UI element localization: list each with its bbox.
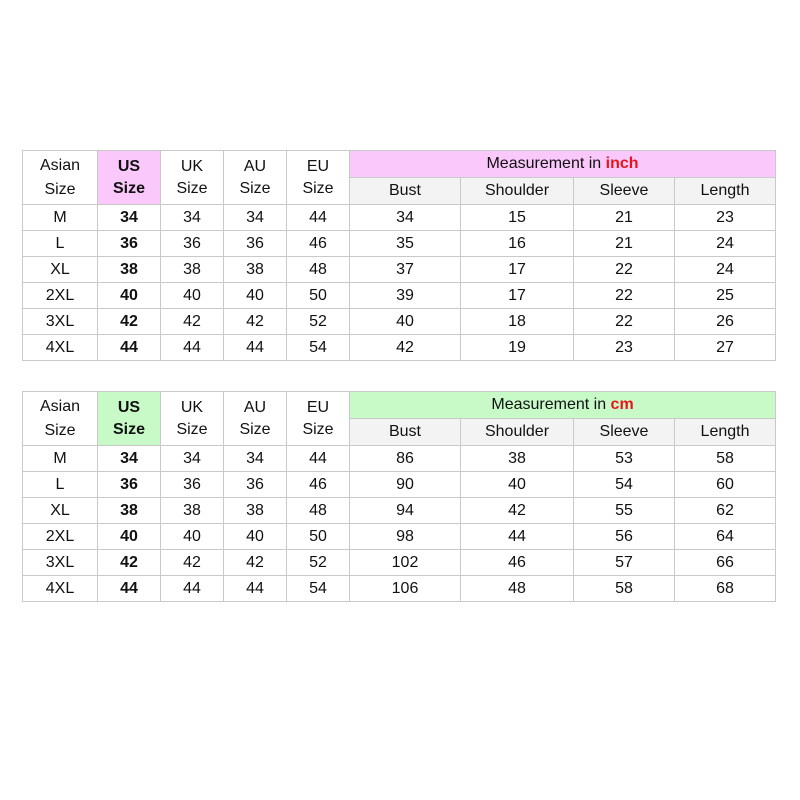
uk-size-cell: 36 [161, 472, 224, 498]
length-cell: 58 [675, 446, 776, 472]
us-size-cell: 42 [98, 309, 161, 335]
au-size-cell: 38 [224, 498, 287, 524]
header-line: Size [302, 179, 334, 197]
eu-size-cell: 48 [287, 498, 350, 524]
header-line: EU [306, 157, 330, 175]
asian-size-header [23, 392, 98, 446]
eu-size-cell: 44 [287, 446, 350, 472]
asian-size-cell: XL [23, 498, 98, 524]
us-size-header [98, 151, 161, 205]
bust-cell: 42 [350, 335, 461, 361]
uk-size-cell: 40 [161, 524, 224, 550]
uk-size-cell: 34 [161, 446, 224, 472]
eu-size-cell: 44 [287, 205, 350, 231]
table-row [23, 498, 776, 524]
asian-size-cell: 2XL [23, 524, 98, 550]
measurement-prefix: Measurement in [491, 396, 611, 413]
us-size-cell: 34 [98, 205, 161, 231]
table-row [23, 309, 776, 335]
asian-size-cell: 3XL [23, 309, 98, 335]
table-row [23, 231, 776, 257]
table-row [23, 257, 776, 283]
bust-cell: 34 [350, 205, 461, 231]
au-size-cell: 34 [224, 446, 287, 472]
asian-size-cell: 4XL [23, 335, 98, 361]
au-size-cell: 38 [224, 257, 287, 283]
us-size-header [98, 392, 161, 446]
length-cell: 26 [675, 309, 776, 335]
asian-size-cell: M [23, 205, 98, 231]
length-cell: 24 [675, 257, 776, 283]
sleeve-header: Sleeve [574, 178, 675, 205]
us-size-cell: 34 [98, 446, 161, 472]
sleeve-cell: 23 [574, 335, 675, 361]
bust-cell: 39 [350, 283, 461, 309]
eu-size-cell: 50 [287, 524, 350, 550]
au-size-cell: 40 [224, 524, 287, 550]
eu-size-header [287, 392, 350, 446]
sleeve-cell: 21 [574, 231, 675, 257]
header-line: AU [243, 157, 267, 175]
au-size-cell: 44 [224, 335, 287, 361]
sleeve-cell: 55 [574, 498, 675, 524]
size-table-inch [22, 150, 776, 361]
eu-size-cell: 52 [287, 309, 350, 335]
length-cell: 60 [675, 472, 776, 498]
us-size-cell: 38 [98, 498, 161, 524]
bust-cell: 40 [350, 309, 461, 335]
length-cell: 25 [675, 283, 776, 309]
eu-size-cell: 54 [287, 335, 350, 361]
shoulder-cell: 38 [461, 446, 574, 472]
measurement-unit: cm [610, 396, 634, 413]
eu-size-cell: 50 [287, 283, 350, 309]
bust-header: Bust [350, 178, 461, 205]
shoulder-cell: 44 [461, 524, 574, 550]
au-size-cell: 44 [224, 576, 287, 602]
length-header: Length [675, 419, 776, 446]
us-size-cell: 36 [98, 472, 161, 498]
header-line: Size [112, 420, 145, 438]
bust-cell: 37 [350, 257, 461, 283]
length-cell: 66 [675, 550, 776, 576]
us-size-cell: 36 [98, 231, 161, 257]
us-size-cell: 44 [98, 576, 161, 602]
bust-cell: 98 [350, 524, 461, 550]
header-row [23, 151, 776, 178]
bust-cell: 90 [350, 472, 461, 498]
asian-size-cell: L [23, 231, 98, 257]
length-cell: 27 [675, 335, 776, 361]
length-cell: 23 [675, 205, 776, 231]
eu-size-cell: 54 [287, 576, 350, 602]
uk-size-cell: 36 [161, 231, 224, 257]
uk-size-cell: 38 [161, 257, 224, 283]
header-line: Size [176, 420, 208, 438]
header-line: Size [239, 420, 271, 438]
shoulder-cell: 18 [461, 309, 574, 335]
size-table-body [23, 392, 776, 602]
header-line: US [117, 157, 141, 175]
header-line: EU [306, 398, 330, 416]
sleeve-cell: 56 [574, 524, 675, 550]
measurement-title [350, 392, 776, 419]
asian-size-header [23, 151, 98, 205]
header-line: Asian [39, 397, 81, 415]
measurement-title [350, 151, 776, 178]
table-row [23, 472, 776, 498]
us-size-cell: 38 [98, 257, 161, 283]
shoulder-cell: 46 [461, 550, 574, 576]
shoulder-cell: 19 [461, 335, 574, 361]
asian-size-cell: L [23, 472, 98, 498]
shoulder-header: Shoulder [461, 178, 574, 205]
sleeve-cell: 54 [574, 472, 675, 498]
header-line: Size [44, 421, 76, 439]
sleeve-cell: 22 [574, 309, 675, 335]
table-row [23, 446, 776, 472]
uk-size-header [161, 151, 224, 205]
header-line: Size [112, 179, 145, 197]
au-size-cell: 36 [224, 472, 287, 498]
sleeve-cell: 58 [574, 576, 675, 602]
length-header: Length [675, 178, 776, 205]
sleeve-header: Sleeve [574, 419, 675, 446]
bust-cell: 106 [350, 576, 461, 602]
header-line: UK [180, 398, 204, 416]
eu-size-cell: 52 [287, 550, 350, 576]
uk-size-cell: 44 [161, 576, 224, 602]
au-size-header [224, 151, 287, 205]
header-line: Size [302, 420, 334, 438]
us-size-cell: 42 [98, 550, 161, 576]
bust-header: Bust [350, 419, 461, 446]
sleeve-cell: 21 [574, 205, 675, 231]
uk-size-cell: 42 [161, 309, 224, 335]
uk-size-cell: 34 [161, 205, 224, 231]
asian-size-cell: 3XL [23, 550, 98, 576]
shoulder-cell: 40 [461, 472, 574, 498]
bust-cell: 35 [350, 231, 461, 257]
length-cell: 24 [675, 231, 776, 257]
shoulder-cell: 42 [461, 498, 574, 524]
bust-cell: 86 [350, 446, 461, 472]
au-size-cell: 42 [224, 309, 287, 335]
asian-size-cell: M [23, 446, 98, 472]
au-size-cell: 42 [224, 550, 287, 576]
table-row [23, 550, 776, 576]
asian-size-cell: XL [23, 257, 98, 283]
sleeve-cell: 57 [574, 550, 675, 576]
header-row [23, 392, 776, 419]
length-cell: 68 [675, 576, 776, 602]
shoulder-cell: 48 [461, 576, 574, 602]
eu-size-cell: 46 [287, 231, 350, 257]
shoulder-cell: 16 [461, 231, 574, 257]
eu-size-cell: 46 [287, 472, 350, 498]
measurement-prefix: Measurement in [486, 155, 606, 172]
au-size-header [224, 392, 287, 446]
length-cell: 62 [675, 498, 776, 524]
measurement-unit: inch [605, 155, 639, 172]
au-size-cell: 40 [224, 283, 287, 309]
header-line: Size [176, 179, 208, 197]
uk-size-cell: 40 [161, 283, 224, 309]
table-row [23, 283, 776, 309]
sleeve-cell: 22 [574, 283, 675, 309]
table-row [23, 524, 776, 550]
shoulder-header: Shoulder [461, 419, 574, 446]
uk-size-cell: 42 [161, 550, 224, 576]
header-line: UK [180, 157, 204, 175]
uk-size-header [161, 392, 224, 446]
header-line: Asian [39, 156, 81, 174]
asian-size-cell: 2XL [23, 283, 98, 309]
us-size-cell: 44 [98, 335, 161, 361]
eu-size-header [287, 151, 350, 205]
shoulder-cell: 17 [461, 257, 574, 283]
asian-size-cell: 4XL [23, 576, 98, 602]
length-cell: 64 [675, 524, 776, 550]
bust-cell: 102 [350, 550, 461, 576]
us-size-cell: 40 [98, 524, 161, 550]
table-row [23, 205, 776, 231]
header-line: Size [44, 180, 76, 198]
header-line: US [117, 398, 141, 416]
shoulder-cell: 15 [461, 205, 574, 231]
sleeve-cell: 53 [574, 446, 675, 472]
table-row [23, 335, 776, 361]
eu-size-cell: 48 [287, 257, 350, 283]
au-size-cell: 34 [224, 205, 287, 231]
header-line: Size [239, 179, 271, 197]
header-line: AU [243, 398, 267, 416]
us-size-cell: 40 [98, 283, 161, 309]
uk-size-cell: 44 [161, 335, 224, 361]
uk-size-cell: 38 [161, 498, 224, 524]
bust-cell: 94 [350, 498, 461, 524]
sleeve-cell: 22 [574, 257, 675, 283]
size-table-body [23, 151, 776, 361]
table-row [23, 576, 776, 602]
shoulder-cell: 17 [461, 283, 574, 309]
size-table-cm [22, 391, 776, 602]
au-size-cell: 36 [224, 231, 287, 257]
